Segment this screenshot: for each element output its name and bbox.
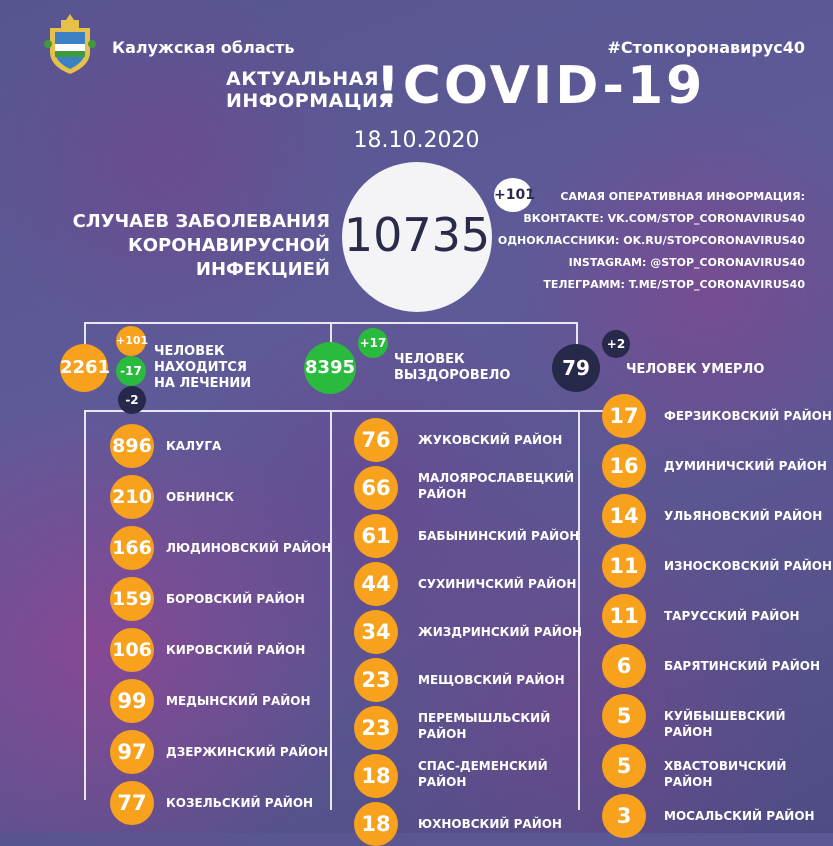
info-telegram: ТЕЛЕГРАММ: T.ME/STOP_CORONAVIRUS40 — [543, 278, 805, 291]
district-count: 23 — [354, 706, 398, 750]
treatment-delta-plus: +101 — [116, 326, 146, 356]
district-name: МАЛОЯРОСЛАВЕЦКИЙ РАЙОН — [418, 471, 575, 501]
district-count: 44 — [354, 562, 398, 606]
district-count: 5 — [602, 744, 646, 788]
district-name: ЮХНОВСКИЙ РАЙОН — [418, 817, 562, 831]
recovered-label-line: ЧЕЛОВЕК — [394, 352, 465, 367]
kaluga-emblem-icon — [44, 14, 96, 76]
died-count: 79 — [552, 344, 600, 392]
district-name: ФЕРЗИКОВСКИЙ РАЙОН — [664, 409, 832, 423]
district-count: 23 — [354, 658, 398, 702]
district-name: СУХИНИЧСКИЙ РАЙОН — [418, 577, 577, 591]
treatment-count: 2261 — [60, 344, 108, 392]
district-count: 16 — [602, 444, 646, 488]
info-ok: ОДНОКЛАССНИКИ: OK.RU/STOPCORONAVIRUS40 — [497, 234, 805, 247]
info-line: САМАЯ ОПЕРАТИВНАЯ ИНФОРМАЦИЯ: — [560, 190, 805, 203]
district-name: ЖИЗДРИНСКИЙ РАЙОН — [418, 625, 583, 639]
treatment-label-line: ЧЕЛОВЕК — [154, 344, 225, 359]
district-count: 66 — [354, 466, 398, 510]
district-count: 34 — [354, 610, 398, 654]
district-name: КАЛУГА — [166, 439, 222, 453]
district-count: 14 — [602, 494, 646, 538]
district-count: 99 — [110, 679, 154, 723]
connector-line — [330, 410, 332, 810]
district-count: 11 — [602, 594, 646, 638]
hashtag: #Стопкоронавирус40 — [607, 38, 805, 57]
title-covid: !COVID-19 — [376, 56, 706, 116]
treatment-label-line: НАХОДИТСЯ — [154, 360, 247, 375]
connector-line — [578, 410, 580, 810]
recovered-count: 8395 — [304, 342, 356, 394]
info-block — [498, 186, 805, 296]
district-count: 61 — [354, 514, 398, 558]
died-label: ЧЕЛОВЕК УМЕРЛО — [626, 362, 765, 377]
total-cases: 10735 — [343, 208, 491, 262]
total-cases-delta: +101 — [494, 178, 532, 212]
recovered-label — [394, 352, 510, 384]
connector-line — [84, 410, 86, 800]
district-name: БОРОВСКИЙ РАЙОН — [166, 592, 305, 606]
connector-line — [84, 410, 624, 412]
treatment-label-line: НА ЛЕЧЕНИИ — [154, 376, 252, 391]
treatment-delta-dark: -2 — [118, 386, 146, 414]
title-line2: ИНФОРМАЦИЯ — [226, 90, 394, 112]
district-name: МЕДЫНСКИЙ РАЙОН — [166, 694, 311, 708]
district-count: 166 — [110, 526, 154, 570]
district-name: ИЗНОСКОВСКИЙ РАЙОН — [664, 559, 833, 573]
district-count: 11 — [602, 544, 646, 588]
recovered-label-line: ВЫЗДОРОВЕЛО — [394, 368, 511, 383]
district-name: ЛЮДИНОВСКИЙ РАЙОН — [166, 541, 332, 555]
district-name: УЛЬЯНОВСКИЙ РАЙОН — [664, 509, 823, 523]
district-name: ОБНИНСК — [166, 490, 235, 504]
title-small — [226, 68, 394, 112]
district-count: 97 — [110, 730, 154, 774]
region-name: Калужская область — [112, 38, 295, 57]
district-name: ТАРУССКИЙ РАЙОН — [664, 609, 800, 623]
district-count: 18 — [354, 754, 398, 798]
district-count: 3 — [602, 794, 646, 838]
died-delta: +2 — [602, 330, 630, 358]
cases-label-line2: КОРОНАВИРУСНОЙ ИНФЕКЦИЕЙ — [128, 235, 330, 280]
district-name: БАБЫНИНСКИЙ РАЙОН — [418, 529, 580, 543]
treatment-label — [154, 344, 251, 392]
info-instagram: INSTAGRAM: @STOP_CORONAVIRUS40 — [568, 256, 805, 269]
report-date: 18.10.2020 — [353, 128, 480, 153]
district-count: 6 — [602, 644, 646, 688]
district-count: 896 — [110, 424, 154, 468]
district-count: 106 — [110, 628, 154, 672]
district-name: БАРЯТИНСКИЙ РАЙОН — [664, 659, 820, 673]
treatment-delta-minus: -17 — [116, 356, 146, 386]
info-vk: ВКОНТАКТЕ: VK.COM/STOP_CORONAVIRUS40 — [523, 212, 805, 225]
district-count: 159 — [110, 577, 154, 621]
district-name: МЕЩОВСКИЙ РАЙОН — [418, 673, 565, 687]
cases-label — [22, 210, 330, 282]
district-name: КИРОВСКИЙ РАЙОН — [166, 643, 306, 657]
district-name: ПЕРЕМЫШЛЬСКИЙ РАЙОН — [418, 711, 551, 741]
cases-label-line1: СЛУЧАЕВ ЗАБОЛЕВАНИЯ — [72, 211, 330, 232]
district-count: 77 — [110, 781, 154, 825]
district-count: 210 — [110, 475, 154, 519]
district-name: МОСАЛЬСКИЙ РАЙОН — [664, 809, 815, 823]
title-line1: АКТУАЛЬНАЯ — [226, 68, 380, 90]
district-count: 17 — [602, 394, 646, 438]
district-count: 5 — [602, 694, 646, 738]
district-count: 76 — [354, 418, 398, 462]
district-name: КОЗЕЛЬСКИЙ РАЙОН — [166, 796, 314, 810]
district-name: КУЙБЫШЕВСКИЙ РАЙОН — [664, 709, 786, 739]
district-name: ДУМИНИЧСКИЙ РАЙОН — [664, 459, 827, 473]
district-count: 18 — [354, 802, 398, 846]
recovered-delta: +17 — [358, 328, 388, 358]
district-name: ДЗЕРЖИНСКИЙ РАЙОН — [166, 745, 329, 759]
district-name: ХВАСТОВИЧСКИЙ РАЙОН — [664, 759, 787, 789]
district-name: ЖУКОВСКИЙ РАЙОН — [418, 433, 563, 447]
district-name: СПАС-ДЕМЕНСКИЙ РАЙОН — [418, 759, 548, 789]
